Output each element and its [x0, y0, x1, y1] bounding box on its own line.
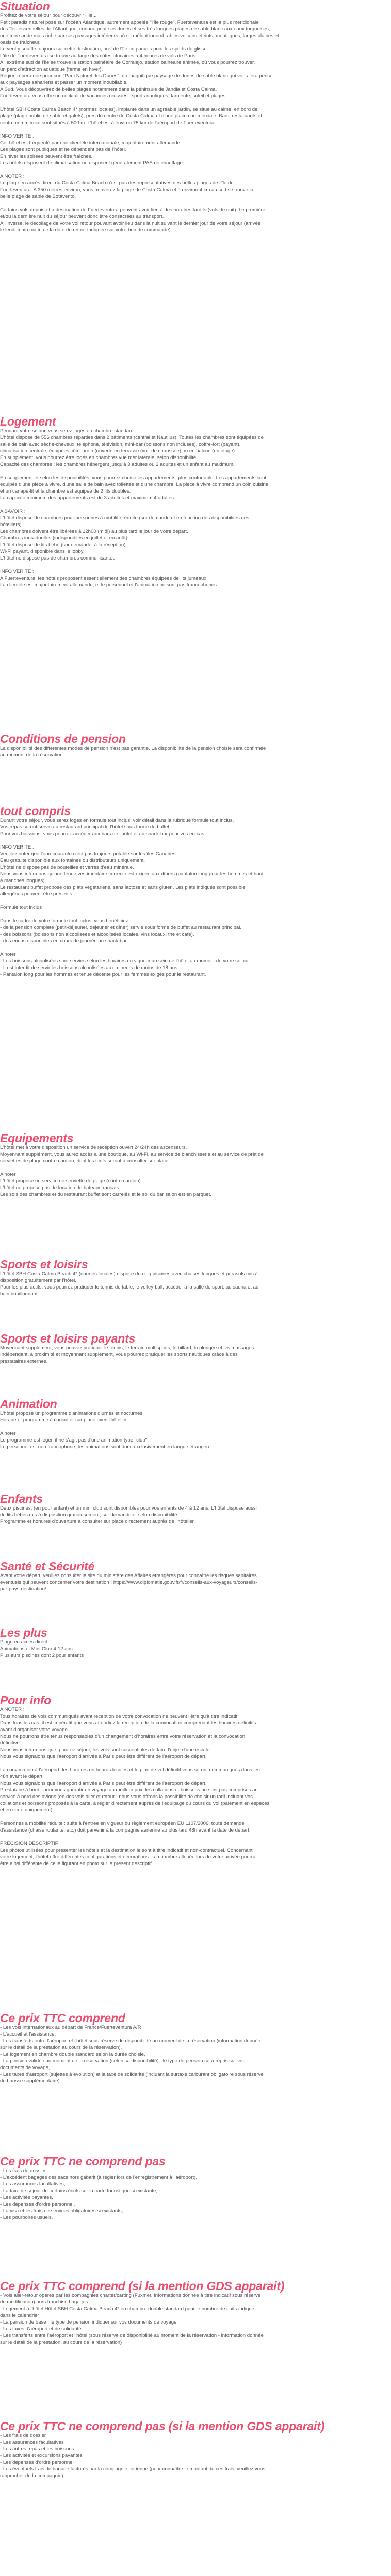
text-line: Petit paradis naturel posé sur l'océan Atlantique, autrement appelée "l'île rouge", Fuerteventura est la plus méridionale — [0, 20, 259, 25]
text-line: Animations et Mini Club 4-12 ans — [0, 1646, 73, 1652]
text-line: Le restaurant buffet propose des plats végétariens, sans lactose et sans gluten. Les plats indiqués sont possible — [0, 885, 246, 890]
text-line: Veuillez noter que l'eau courante n'est pas toujours potable sur les îles Canaries. — [0, 851, 177, 857]
section-body — [0, 1572, 384, 1592]
section-7 — [0, 1398, 391, 1450]
text-line: L'hôtel ne dispose pas de bouteilles et verres d'eau minérale. — [0, 865, 134, 870]
text-line: La convocation à l'aéroport, les horaires en heures locales et le plan de vol définitif vous seront communiqués dans les — [0, 1767, 260, 1773]
text-line: L'hôtel propose un programme d'animations diurnes et nocturnes. — [0, 1411, 144, 1416]
section-3 — [0, 805, 391, 978]
text-line: des îles essentielles de l'Atlantique, connue pour ses dunes et ses très longues plages de sable blanc aux eaux turquoises, — [0, 26, 270, 32]
section-9 — [0, 1560, 391, 1592]
text-line: En supplément, vous pourrez être logés en chambres vue mer latérale, selon disponibilité. — [0, 455, 198, 461]
text-line: Pour vos boissons, vous pourrez accéder aux bars de l'hôtel et au snack-bar pour vos en-cas. — [0, 831, 206, 837]
text-line: - Les assurances facultatives, — [0, 2181, 66, 2187]
text-line — [0, 1760, 384, 1767]
text-line: Nous ne pourrons être tenus responsables d'un changement d'horaires entre votre réservation et la convocation — [0, 1734, 246, 1739]
text-line: Horaire et programme à consulter sur place avec l'hôtelier. — [0, 1417, 128, 1423]
section-body — [0, 817, 384, 978]
text-line: Tous horaires de vols communiqués avant réception de votre convocation ne peuvent l'être qu'à titre indicatif. — [0, 1714, 239, 1719]
text-line: Le programme est léger, il ne s'agit pas d'une animation type "club" — [0, 1437, 148, 1443]
text-line: A Sud. Vous découvrirez de belles plages notamment dans la péninsule de Jandia et Costa Calma. — [0, 87, 217, 92]
text-line: - La taxe de séjour de certains écrits sur la carte touristique si existante, — [0, 2188, 158, 2194]
text-line — [0, 562, 384, 568]
text-line: La disponibilité des différentes modes de pension n'est pas garantie. La disponibilité de la pension choisie sera confirmée — [0, 745, 266, 751]
section-4 — [0, 1132, 391, 1198]
text-line: oasis de fraîcheur. — [0, 40, 41, 45]
text-line: Durant votre séjour, vous serez logés en formule tout inclus, voir détail dans la rubrique formule tout inclus. — [0, 818, 234, 823]
section-1 — [0, 415, 391, 588]
text-line: - des boissons (boissons non alcoolisées et alcoolisées locales, vins locaux, thé et café), — [0, 931, 194, 937]
text-line — [0, 1423, 384, 1430]
text-line: belle plage de sable de Sotavento. — [0, 194, 76, 199]
text-line: En hiver les soirées peuvent être fraîches. — [0, 154, 93, 159]
section-body — [0, 428, 384, 588]
text-line: - Les éventuels frais de bagage facturés par la compagnie aérienne (pour connaître le montant de ces frais, veuillez vous — [0, 2466, 266, 2472]
text-line: Capacité des chambres : les chambres hébergent jusqu'à 3 adultes ou 2 adultes et un enfant au maximum. — [0, 462, 235, 467]
text-line: Pendant votre séjour, vous serez logés en chambre standard. — [0, 428, 135, 434]
section-heading: Pour info — [0, 1693, 52, 1707]
section-2 — [0, 733, 391, 758]
text-line: L'hôtel SBH Costa Calma Beach 4* (normes locales), implanté dans un agréable jardin, se situe au calme, en bord de — [0, 107, 258, 112]
text-line — [0, 468, 384, 474]
text-line: - Les frais de dossier — [0, 2168, 46, 2174]
text-line: - de la pension complète (petit-déjeuner, déjeuner et dîner) servie sous forme de buffet au restaurant principal. — [0, 925, 242, 930]
text-line: Programme et horaires d'ouverture à consulter sur place directement auprès de l'hôtelier. — [0, 1519, 196, 1524]
text-line: Les plages sont publiques et ne dépendent pas de l'hôtel. — [0, 147, 126, 152]
text-line: Fuerteventura. A 350 mètres environ, vous trouverez la plage de Costa Calma et à environ 4 km au sud se trouve la — [0, 187, 254, 193]
text-line: Avant votre départ, veuillez consulter le site du ministère des Affaires étrangères pour connaître les risques sanitaires — [0, 1573, 257, 1579]
text-line: Le vent y souffle toujours sur cette destination, bref de l'île un paradis pour les sports de glisse. — [0, 46, 208, 52]
text-line: - La pension de base : le type de pension indiquer sur vos documents de voyage — [0, 2319, 177, 2325]
text-line: Plage en accès direct — [0, 1639, 47, 1645]
text-line: avant d'organiser votre voyage. — [0, 1727, 69, 1733]
text-line: Deux piscines, (en pour enfant) et un mini club sont disponibles pour vos enfants de 4 à 12 ans. L'hôtel dispose aussi — [0, 1505, 257, 1511]
section-body — [0, 2292, 384, 2346]
text-line — [0, 1834, 384, 1840]
text-line: Cet hôtel est fréquenté par une clientèle internationale, majoritairement allemande. — [0, 140, 182, 146]
text-line: Nous vous informons que, pour ce séjour, les vols sont susceptibles de faire l'objet d'une escale. — [0, 1747, 211, 1753]
text-line: rapprocher de la compagnie) — [0, 2473, 63, 2479]
section-heading: Ce prix TTC comprend — [0, 2011, 125, 2025]
section-body — [0, 12, 384, 233]
text-line — [0, 166, 384, 173]
section-heading: Situation — [0, 0, 50, 13]
text-line: A l'inverse, le décollage de votre vol retour pouvant avoir lieu dans la nuit suivant le dernier jour de votre séjour (arrivée — [0, 221, 261, 226]
section-heading: Sports et loisirs payants — [0, 1332, 136, 1345]
section-heading: Ce prix TTC ne comprend pas — [0, 2155, 166, 2168]
text-line: Wi-Fi payant, disponible dans le lobby. — [0, 549, 85, 554]
text-line: Moyennant supplément, vous pouvez pratiquer le tennis, le terrain multisports, le billard, la plongée et les massages. — [0, 1345, 255, 1351]
text-line: une terre aride mais riche par ses paysages intérieurs où se mêlent innombrables volcans éteints, montagnes, larges plaines et — [0, 33, 279, 39]
text-line: de modification) hors franchise bagages — [0, 2299, 88, 2305]
text-line: - Les activités payantes, — [0, 2195, 53, 2200]
text-line: Le plage en accès direct du Costa Calma Beach n'est pas des représentatives des belles plages de l'île de — [0, 180, 234, 186]
section-body — [0, 1345, 384, 1365]
text-line: hôtelliers). — [0, 522, 23, 528]
text-line: - L'excédent bagages des sacs hors gabarit (à régler lors de l'enregistrement à l'aéroport), — [0, 2175, 197, 2180]
section-12 — [0, 2012, 391, 2084]
text-line: définitive. — [0, 1740, 21, 1746]
section-heading: Animation — [0, 1397, 57, 1411]
section-8 — [0, 1493, 391, 1525]
text-line: - Les dépenses d'ordre personnel, — [0, 2201, 75, 2207]
text-line — [0, 1164, 384, 1171]
text-line: Certains vols depuis et à destination de Fuerteventura peuvent avoir lieu à des horaires tardifs (vols de nuit). Le première — [0, 207, 266, 213]
text-line: PRÉCISION DESCRIPTIF — [0, 1841, 58, 1846]
text-line: - des encas disponibles en cours de journée au snack-bar. — [0, 938, 128, 944]
text-line: Dans le cadre de votre formule tout inclus, vous bénéficiez : — [0, 918, 131, 924]
section-body — [0, 1144, 384, 1198]
text-line: serviettes de plage contre caution, dont les tarifs seront à consulter sur place. — [0, 1158, 170, 1164]
section-heading: Equipements — [0, 1131, 74, 1145]
section-heading: Santé et Sécurité — [0, 1560, 95, 1573]
section-body — [0, 745, 384, 758]
text-line: et en carte uniquement). — [0, 1807, 54, 1813]
text-line — [0, 501, 384, 508]
text-line: L'hôtel SBH Costa Calma Beach 4* (normes locales) dispose de cinq piscines avec chaises longues et parasols mis à — [0, 1271, 258, 1277]
text-line: documents de voyage, — [0, 2065, 50, 2071]
text-line: être ainsi différente de celle figurant en photo sur le présent descriptif. — [0, 1861, 153, 1867]
section-15 — [0, 2420, 391, 2479]
section-body — [0, 1505, 384, 1525]
text-line: - Les pourboires usuels. — [0, 2215, 53, 2221]
text-line: La clientèle est majoritairement allemande, et le personnel et l'animation ne sont pas francophones. — [0, 582, 218, 588]
text-line: L'hôtel met à votre disposition un service de réception ouvert 24/24h des ascenseurs. — [0, 1145, 187, 1150]
text-line: L'hôtel ne propose pas de location de bateau/ transats. — [0, 1185, 121, 1191]
text-line: En supplément et selon les disponibilités, vous pourrez choisir les appartements, plus confortable. Les appartements sont — [0, 475, 267, 481]
section-heading: Conditions de pension — [0, 732, 126, 745]
text-line — [0, 911, 384, 918]
text-line: - Le logement en chambre double standard selon la durée choisie, — [0, 2052, 145, 2057]
text-line: Les chambres doivent être libérées à 12h00 (midi) au plus tard le jour de votre départ. — [0, 529, 188, 534]
section-heading: Enfants — [0, 1492, 43, 1505]
text-line: A noter : — [0, 1431, 19, 1436]
text-line: le lendemain matin de la date de retour indiquée sur votre bon de commande). — [0, 227, 172, 233]
text-line: A noter : — [0, 952, 19, 957]
text-line: aux paysages sahariens et passer un moment inoubliable. — [0, 80, 128, 86]
text-line: Fuerteventura vous offre un cocktail de vacances réussies : sports nautiques, farniente, soleil et plages. — [0, 93, 227, 99]
text-line: A noter : — [0, 1172, 19, 1177]
text-line: de hausse supplémentaire). — [0, 2078, 61, 2084]
text-line: - Les taxes d'aéroport (sujettes à évolution) et la taxe de solidarité (incluant la surtaxe carburant obligatoire sous réserve — [0, 2072, 264, 2077]
text-line: Région répertoriée pour son "Parc Naturel des Dunes", un magnifique paysage de dunes de sable blanc qui vous fera penser — [0, 73, 274, 79]
text-line: service à bord des avions (en des vols aller et retour ; nous vous offrons la possibilité de choisir un tarif incluant vos — [0, 1794, 253, 1800]
text-line — [0, 897, 384, 904]
text-line: sur le détail de la prestation au cours de la réservation), — [0, 2045, 122, 2050]
text-line: - Pantalon long pour les hommes et tenue décente pour les femmes exigés pour le restaurant. — [0, 972, 206, 977]
text-line: L'hôtel ne dispose pas de chambres communicantes. — [0, 555, 117, 561]
text-line: collations et boissons proposés à la carte, à régler directement auprès de l'équipage ou cours du vol (paiement en espèces — [0, 1801, 270, 1806]
text-line — [0, 99, 384, 106]
text-line: Nous vous informons qu'une tenue vestimentaire correcte est exigée aux dîners (pantalon long pour les hommes et haut — [0, 871, 264, 877]
text-line: Indépendant, à proximité et moyennant supplément, vous pourrez pratiquer les sports nautiques grâce à des — [0, 1352, 238, 1358]
text-line: INFO VERITE : — [0, 569, 34, 574]
text-line: disposition gratuitement par l'hôtel. — [0, 1278, 76, 1283]
text-line: allergènes peuvent être présents. — [0, 891, 74, 897]
text-line: Dans tous les cas, il est impératif que vous attendiez la réception de la convocation comprenant les horaires définitifs — [0, 1720, 256, 1726]
text-line: centre commercial sont situés à 500 m. L'hôtel est à environ 75 km de l'aéroport de Fuerteventura. — [0, 120, 216, 126]
text-line: d'assistance (chaise roulante, etc.) doit parvenir à la compagnie aérienne au plus tard 48h avant la date de départ. — [0, 1827, 251, 1833]
text-line: Eau gratuite disponible aux fontaines ou distributeurs uniquement. — [0, 858, 145, 863]
text-line: - Les autres repas et les boissons — [0, 2446, 74, 2452]
section-heading: tout compris — [0, 804, 71, 818]
text-line: et/ou la dernière nuit du séjour peuvent donc être consacrées au transport. — [0, 214, 164, 219]
text-line: salle de bain avec sèche-cheveux, téléphone, télévision, mini-bar (boissons non incluses), coffre-fort (payant), — [0, 442, 241, 447]
text-line: plage (plage public de sable et galets), près du centre de Costa Calma et d'une place commerciale. Bars, restaurants et — [0, 113, 262, 119]
text-line: Pour les plus actifs, vous pourrez pratiquer le tennis de table, le volley-ball, accéder à la salle de sport, au sauna et au — [0, 1284, 259, 1290]
section-body — [0, 1410, 384, 1450]
text-line: Le personnel est non francophone, les animations sont donc exclusivement en langue étrangère. — [0, 1444, 213, 1450]
section-heading: Les plus — [0, 1626, 47, 1639]
text-line: Nous vous signalons que l'aéroport d'arrivée à Paris peut être différent de l'aéroport de départ. — [0, 1781, 207, 1786]
text-line: - Les transferts entre l'aéroport et l'hôtel sous réserve de disponibilité au moment de la réservation (information donnée — [0, 2038, 260, 2044]
text-line: - Les transferts entre l'aéroport et l'hôtel (sous réserve de disponibilité au moment de la réservation - information donnée — [0, 2333, 264, 2338]
section-body — [0, 1639, 384, 1659]
section-6 — [0, 1332, 391, 1365]
text-line: Nous vous signalons que l'aéroport d'arrivée à Paris peut être différent de l'aéroport de départ. — [0, 1754, 207, 1759]
text-line: Moyennant supplément, vous aurez accès à une boutique, au Wi-Fi, au service de blanchisserie et au service de prêt de — [0, 1151, 264, 1157]
text-line: - L'accueil et l'assistance, — [0, 2031, 56, 2037]
text-line: Personnes à mobilité réduite : suite à l'entrée en vigueur du règlement européen EU 1107/2006, toute demande — [0, 1821, 245, 1826]
text-line — [0, 126, 384, 133]
section-heading: Ce prix TTC comprend (si la mention GDS apparait) — [0, 2279, 285, 2293]
text-line: - Les dépenses d'ordre personnel — [0, 2460, 74, 2465]
text-line: La capacité minimum des appartements est de 3 adultes et maximum 4 adultes. — [0, 495, 175, 501]
section-body — [0, 1270, 384, 1297]
text-line: et un canapé-lit et la chambre est équipée de 2 lits doubles. — [0, 488, 131, 494]
section-body — [0, 1706, 384, 1867]
section-body — [0, 2167, 384, 2221]
text-line: L'hôtel dispose de 556 chambres réparties dans 2 bâtiments (central et Nautilus). Toutes les chambres sont équipées de — [0, 435, 264, 440]
section-5 — [0, 1258, 391, 1297]
text-line: prestataires externes. — [0, 1359, 48, 1364]
text-line: - La visa et les frais de services obligatoires si existants, — [0, 2208, 123, 2214]
section-heading: Ce prix TTC ne comprend pas (si la mention GDS apparait) — [0, 2419, 325, 2433]
text-line: - La pension validée au moment de la réservation (selon sa disponibilité) : le type de pension sera repris sur vos — [0, 2058, 246, 2064]
section-11 — [0, 1694, 391, 1867]
text-line — [0, 1814, 384, 1820]
text-line — [0, 944, 384, 951]
text-line: de lits bébés mis à disposition gracieusement, sur demande et selon disponibilité. — [0, 1512, 179, 1518]
text-line: L'hôtel dispose de chambres pour personnes à mobilité réduite (sur demande et en fonction des disponibilités des — [0, 515, 249, 521]
text-line: par-pays-destination/ — [0, 1586, 46, 1592]
text-line: Plusieurs piscines dont 2 pour enfants — [0, 1653, 84, 1658]
text-line: votre logement, l'hôtel offre différentes configurations et décorations. La chambre allouée lors de votre arrivée pourra — [0, 1854, 256, 1860]
text-line: au moment de la réservation — [0, 752, 63, 758]
text-line: L'île de Fuerteventura se trouve au large des côtes africaines à 4 heures de vols de Paris. — [0, 53, 197, 59]
text-line — [0, 200, 384, 207]
text-line: éventuels qui peuvent concerner votre destination : https://www.diplomatie.gouv.fr/fr/conseils-aux-voyageurs/conseils- — [0, 1580, 257, 1585]
section-heading: Logement — [0, 415, 56, 428]
text-line: A NOTER : — [0, 174, 25, 179]
text-line: 48h avant le départ. — [0, 1774, 44, 1780]
text-line: - Les taxes d'aéroport et de solidarité — [0, 2326, 82, 2332]
section-body — [0, 2024, 384, 2084]
text-line: - Les assurances facultatives — [0, 2439, 64, 2445]
text-line: Vos repas seront servis au restaurant principal de l'hôtel sous forme de buffet. — [0, 824, 171, 830]
text-line: Les photos utilisées pour présenter les hôtels et la destination le sont à titre indicatif et non-contractuel. Concernant — [0, 1848, 253, 1853]
text-line: sur le détail de la prestation, au cours de la réservation) — [0, 2340, 122, 2345]
text-line: Formule tout inclus — [0, 905, 42, 910]
text-line: - Vols aller-retour opérés par les compagnies charter/carting (Fuxmer. Informations donnée à titre indicatif sous réserve — [0, 2293, 260, 2298]
text-line: dans le calendrier — [0, 2313, 39, 2318]
text-line: climatisation centrale, équipées côté jardin (ouverte en terrasse (voir de chaussée) ou en balcon (en étage). — [0, 448, 236, 454]
text-line: Profitez de votre séjour pour découvrir l'Ile... — [0, 13, 97, 19]
text-line: INFO VERITE : — [0, 844, 34, 850]
text-line: - Logement à l'hôtel Hôtel SBH Costa Calma Beach 4* en chambre double standard pour le nombre de nuits indiqué — [0, 2306, 255, 2312]
text-line: - Les activités et excursions payantes — [0, 2453, 83, 2459]
text-line: bain bouillonnant. — [0, 1291, 39, 1297]
text-line: à manches longues). — [0, 878, 46, 884]
text-line: INFO VERITE : — [0, 133, 34, 139]
section-0 — [0, 0, 391, 233]
text-line: un parc d'attraction aquatique (ferme en hiver). — [0, 66, 103, 72]
text-line: A l'extrême sud de l'île se trouve la station balnéaire de Corralejo, station balnéaire animée, où vous pourrez trouver, — [0, 60, 255, 65]
text-line: A NOTER : — [0, 1707, 25, 1713]
section-heading: Sports et loisirs — [0, 1258, 88, 1271]
text-line: Chambres individuelles (indisponibles en juillet et en août). — [0, 535, 129, 541]
text-line: équipés d'une pièce à vivre, d'une salle de bain avec toilettes et d'une chambre. La pièce à vivre comprend un coin cuisine — [0, 482, 269, 487]
text-line: - Il est interdit de servir les boissons alcoolisées aux mineurs de moins de 18 ans, — [0, 965, 179, 971]
section-13 — [0, 2155, 391, 2221]
text-line: A SAVOIR : — [0, 509, 26, 514]
text-line: L'hôtel propose un service de serviette de plage (contre caution). — [0, 1178, 142, 1184]
text-line: - Les boissons alcoolisées sont servies selon les horaires en vigueur au sein de l'hôtel au moment de votre séjour , — [0, 958, 252, 964]
text-line: Les sols des chambres et du restaurant buffet sont carrelés et le sol du bar salon est en parquet. — [0, 1192, 211, 1197]
text-line: - Les vols internationaux au départ de France/Fuerteventura A/R , — [0, 2025, 144, 2030]
text-line: L'hôtel dispose de lits bébé (sur demande, à la réception). — [0, 542, 127, 548]
text-line — [0, 837, 384, 844]
text-line: Prestataire à bord : pour vous garantir un voyage au meilleur prix, les collations et boissons ne sont pas comprises au — [0, 1787, 258, 1793]
text-line: A Fuerteventura, les hôtels proposent essentiellement des chambres équipées de lits jumeaux — [0, 575, 206, 581]
text-line: - Les frais de dossier — [0, 2433, 46, 2438]
section-body — [0, 2432, 384, 2479]
section-14 — [0, 2280, 391, 2346]
text-line: Les hôtels disposent de climatisation ne disposent généralement PAS de chauffage. — [0, 160, 184, 166]
section-10 — [0, 1626, 391, 1659]
